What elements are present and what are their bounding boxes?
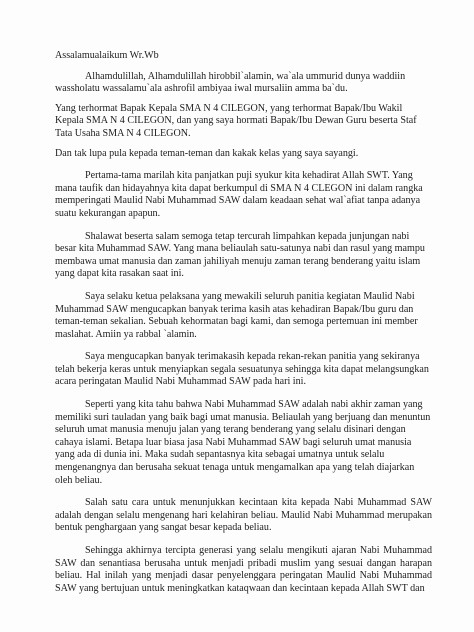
paragraph-committee-thanks: Saya mengucapkan banyak terimakasih kepada rekan-rekan panitia yang sekiranya telah bekerja keras untuk menyiapkan segala sesuatunya sehingga kita dapat melangsungkan acara peringatan Maulid Nabi Muhammad SAW pada hari ini. [55,351,429,388]
greeting: Assalamualaikum Wr.Wb [55,50,159,61]
paragraph-honorifics: Yang terhormat Bapak Kepala SMA N 4 CILEGON, yang terhormat Bapak/Ibu Wakil Kepala SMA N 4 CILEGON, dan yang saya hormati Bapak/Ibu Dewan Guru beserta Staf Tata Usaha SMA N 4 CILEGON. [55,102,417,139]
paragraph-opening-praise: Alhamdulillah, Alhamdulillah hirobbil`alamin, wa`ala ummurid dunya waddiin wassholatu wassalamu`ala ashrofil ambiyaa iwal mursaliin amma ba`du. [55,70,406,95]
paragraph-prophet-example: Seperti yang kita tahu bahwa Nabi Muhammad SAW adalah nabi akhir zaman yang memiliki suri tauladan yang baik bagi umat manusia. Beliaulah yang berjuang dan menuntun seluruh umat manusia menuju jalan yang terang benderang yang selalu disinari dengan cahaya islami. Betapa luar biasa jasa Nabi Muhammad SAW bagi seluruh umat manusia yang ada di dunia ini. Maka sudah sepantasnya kita sebagai umatnya untuk selalu mengenangnya dan berusaha sekuat tenaga untuk mengamalkan apa yang telah diajarkan oleh beliau. [55,399,431,486]
paragraph-love-prophet: Salah satu cara untuk menunjukkan kecintaan kita kepada Nabi Muhammad SAW adalah dengan selalu mengenang hari kelahiran beliau. Maulid Nabi Muhammad merupakan bentuk penghargaan yang sangat besar kepada beliau. [55,497,432,534]
paragraph-friends: Dan tak lupa pula kepada teman-teman dan kakak kelas yang saya sayangi. [55,147,359,159]
paragraph-chairman-thanks: Saya selaku ketua pelaksana yang mewakili seluruh panitia kegiatan Maulid Nabi Muhammad SAW mengucapkan banyak terima kasih atas kehadiran Bapak/Ibu guru dan teman-teman sekalian. Sebuah kehormatan bagi kami, dan semoga pertemuan ini member maslahat. Amiin ya rabbal `alamin. [55,290,418,340]
paragraph-shalawat: Shalawat beserta salam semoga tetap tercurah limpahkan kepada junjungan nabi besar kita Muhammad SAW. Yang mana beliaulah satu-satunya nabi dan rasul yang mampu membawa umat manusia dan zaman jahiliyah menuju zaman terang benderang yaitu islam yang dapat kita rasakan saat ini. [55,230,425,280]
paragraph-gratitude: Pertama-tama marilah kita panjatkan puji syukur kita kehadirat Allah SWT. Yang mana taufik dan hidayahnya kita dapat berkumpul di SMA N 4 CLEGON ini dalam rangka memperingati Maulid Nabi Muhammad SAW dalam keadaan sehat wal`afiat tanpa adanya suatu kekurangan apapun. [55,170,423,219]
paragraph-generation: Sehingga akhirnya tercipta generasi yang selalu mengikuti ajaran Nabi Muhammad SAW dan senantiasa berusaha untuk menjadi pribadi muslim yang sesuai dangan harapan beliau. Hal inilah yang menjadi dasar penyelenggara peringatan Maulid Nabi Muhammad SAW yang bertujuan untuk meningkatkan kataqwaan dan kecintaan kepada Allah SWT dan [55,545,432,594]
document-body [55,50,432,595]
